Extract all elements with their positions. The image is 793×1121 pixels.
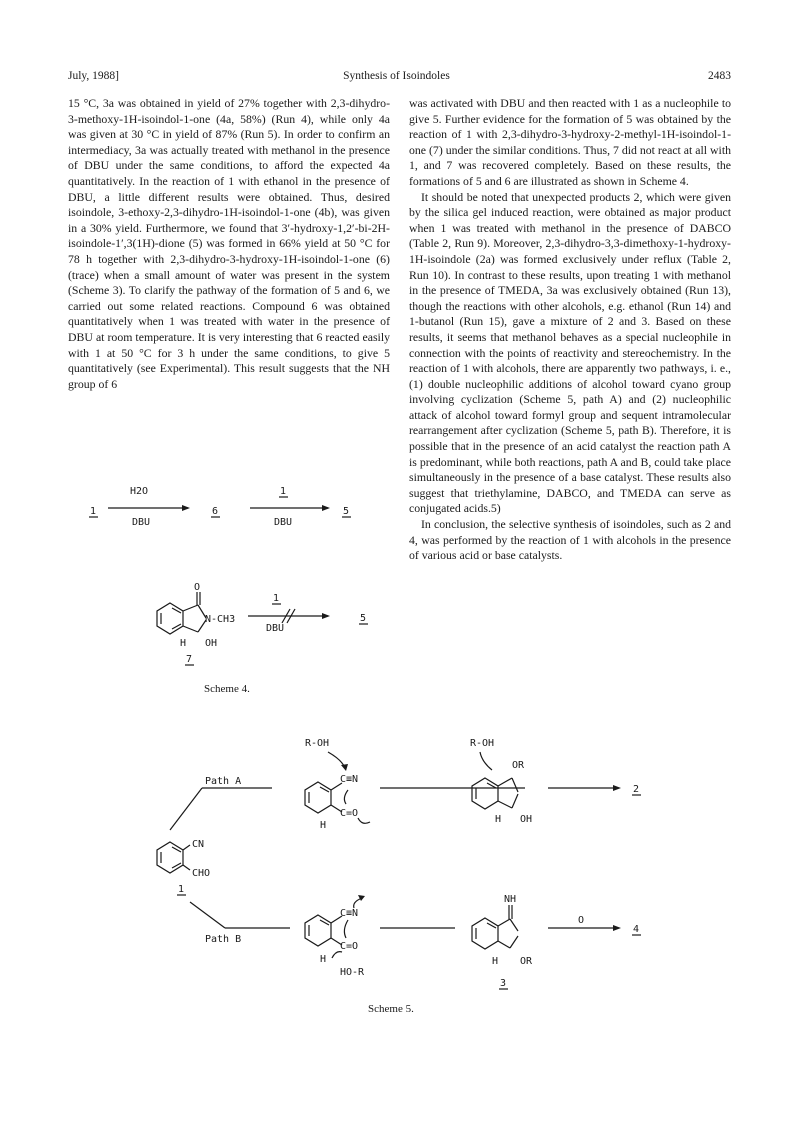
- bond: [498, 778, 512, 786]
- hydroxyl-label: OH: [520, 814, 533, 825]
- alkoxy-label: OR: [512, 760, 525, 771]
- formyl-label: CHO: [192, 868, 211, 879]
- arrowhead: [322, 505, 330, 511]
- paragraph: It should be noted that unexpected products 2, which were given by the silica gel induced reaction, were obtained as major product when 1 was treated with methanol in the presence of DABCO (Table 2, Run 9). Moreover, 2,3-dihydro-3,3-dimethoxy-1-hydroxy-1H-isoindole (2a) was formed exclusively under reflux (Table 2, Run 10). In contrast to these results, upon treating 1 with methanol in the presence of TMEDA, 3a was exclusively obtained (Run 13), though the reactions with other alcohols, e.g. ethanol (Run 14) and 1-butanol (Run 15), gave a mixture of 2 and 3. Based on these results, it seems that methanol behaves as a special nucleophile in connection with the points of reactivity and stereochemistry. In the reaction of 1 with alcohols, there are apparently two pathways, i. e., (1) double nucleophilic additions of alcohol toward cyano group involving cyclization (Scheme 5, path A) and (2) nucleophilic attack of alcohol toward formyl group and sequent intramolecular rearrangement after cyclization (Scheme 5, path B). Therefore, it is possible that in the presence of an acid catalyst the reaction path A is predominant, while both reactions, path A and B, could take place simultaneously in the presence of a base catalyst. These results also suggest that triethylamine, DABCO, and TMEDA can serve as conjugated acids.5): [409, 189, 731, 516]
- bond: [512, 778, 518, 792]
- compound-1-label: 1: [178, 884, 185, 895]
- hydrogen-label: H: [492, 956, 499, 967]
- branch-line: [190, 902, 225, 928]
- curved-arrow: [344, 920, 348, 938]
- compound-4-label: 4: [633, 924, 640, 935]
- reagent-compound-1: 1: [273, 593, 280, 604]
- branch-line: [170, 788, 202, 830]
- bond: [510, 919, 518, 931]
- formyl-label: C=O: [340, 808, 359, 819]
- left-column: [68, 96, 390, 392]
- bond: [183, 626, 198, 632]
- curved-arrow: [344, 790, 348, 804]
- arrowhead: [341, 764, 348, 771]
- hydrogen-label: H: [180, 638, 187, 649]
- hydrogen-label: H: [320, 820, 327, 831]
- alcohol-label: R-OH: [305, 738, 330, 749]
- paragraph: In conclusion, the selective synthesis of isoindoles, such as 2 and 4, was performed by the reaction of 1 with alcohols in the presence of various acid or base catalysts.: [409, 517, 731, 563]
- formyl-label: C=O: [340, 941, 359, 952]
- compound-3-label: 3: [500, 978, 507, 989]
- running-header: [0, 70, 793, 86]
- bond: [498, 801, 512, 808]
- scheme-caption: Scheme 4.: [204, 683, 250, 695]
- hydrogen-label: H: [495, 814, 502, 825]
- bond: [510, 936, 518, 948]
- issue-date: July, 1988]: [68, 70, 120, 82]
- bond: [512, 794, 518, 808]
- compound-1-label: 1: [90, 506, 97, 517]
- cyano-label: CN: [192, 839, 205, 850]
- scheme-5: [140, 730, 700, 1025]
- compound-6-label: 6: [212, 506, 219, 517]
- page-number: 2483: [708, 70, 731, 82]
- reagent-water: H2O: [130, 486, 149, 497]
- compound-2-label: 2: [633, 784, 640, 795]
- reagent-compound-1: 1: [280, 486, 287, 497]
- bond: [498, 941, 510, 948]
- alcohol-label: R-OH: [470, 738, 495, 749]
- bond: [183, 845, 190, 850]
- arrowhead: [613, 785, 621, 791]
- bond: [183, 865, 190, 870]
- right-column: [409, 96, 731, 564]
- reagent-dbu: DBU: [274, 517, 293, 528]
- hydroxyl-label: OH: [205, 638, 218, 649]
- bond: [183, 605, 198, 611]
- n-methyl-label: N-CH3: [205, 614, 236, 625]
- scheme-caption: Scheme 5.: [368, 1003, 414, 1015]
- imine-label: NH: [504, 894, 517, 905]
- bond: [498, 919, 510, 926]
- reagent-dbu: DBU: [266, 623, 285, 634]
- alkoxy-label: OR: [520, 956, 533, 967]
- paragraph: 15 °C, 3a was obtained in yield of 27% together with 2,3-dihydro-3-methoxy-1H-isoindol-1-one (4a, 58%) (Run 4), while only 4a was given at 30 °C in yield of 87% (Run 5). In order to confirm an intermediacy, 3a was actually treated with methanol in the presence of DBU under the same conditions, to afford the expected 4a quantitatively. In the reaction of 1 with ethanol in the presence of DBU, a little different results were obtained. Thus, desired isoindole, 3-ethoxy-2,3-dihydro-1H-isoindol-1-one (4b), was given in a 30% yield. Furthermore, we found that 3′-hydroxy-1,2′-bi-2H-isoindole-1′,3(1H)-dione (5) was formed in 66% yield at 50 °C for 78 h together with 2,3-dihydro-3-hydroxy-1H-isoindol-1-one (6) (trace) when a small amount of water was present in the system (Scheme 3). To clarify the pathway of the formation of 5 and 6, we carried out some related reactions. Compound 6 was obtained quantitatively when 1 was treated with water in the presence of DBU at room temperature. It is very interesting that 6 reacted easily with 1 at 50 °C for 3 h under the same conditions, to give 5 quantitatively (see Experimental). This result suggests that the NH group of 6: [68, 96, 390, 391]
- oxygen-label: O: [194, 582, 201, 593]
- curved-arrow: [332, 952, 342, 958]
- path-a-label: Path A: [205, 776, 242, 787]
- reagent-dbu: DBU: [132, 517, 151, 528]
- running-title: Synthesis of Isoindoles: [343, 70, 450, 82]
- path-b-label: Path B: [205, 934, 242, 945]
- arrowhead: [358, 895, 365, 901]
- arrowhead: [613, 925, 621, 931]
- cyano-label: C≡N: [340, 774, 359, 785]
- compound-5-label: 5: [360, 613, 367, 624]
- hydrogen-label: H: [320, 954, 327, 965]
- oxygen-label: O: [578, 915, 585, 926]
- arrowhead: [182, 505, 190, 511]
- cyano-label: C≡N: [340, 908, 359, 919]
- arrowhead: [322, 613, 330, 619]
- curved-arrow: [358, 818, 370, 823]
- compound-5-label: 5: [343, 506, 350, 517]
- curved-arrow: [480, 752, 492, 770]
- paragraph: was activated with DBU and then reacted with 1 as a nucleophile to give 5. Further evidence for the formation of 5 was obtained by the reaction of 1 with 2,3-dihydro-3-hydroxy-2-methyl-1H-isoindol-1-one (7) under the similar conditions. Thus, 7 did not react at all with 1, and 7 was recovered completely. Based on these results, the formations of 5 and 6 are illustrated as shown in Scheme 4.: [409, 96, 731, 188]
- compound-7-label: 7: [186, 654, 193, 665]
- alcohol-label: HO-R: [340, 967, 365, 978]
- scheme-4: [60, 480, 390, 695]
